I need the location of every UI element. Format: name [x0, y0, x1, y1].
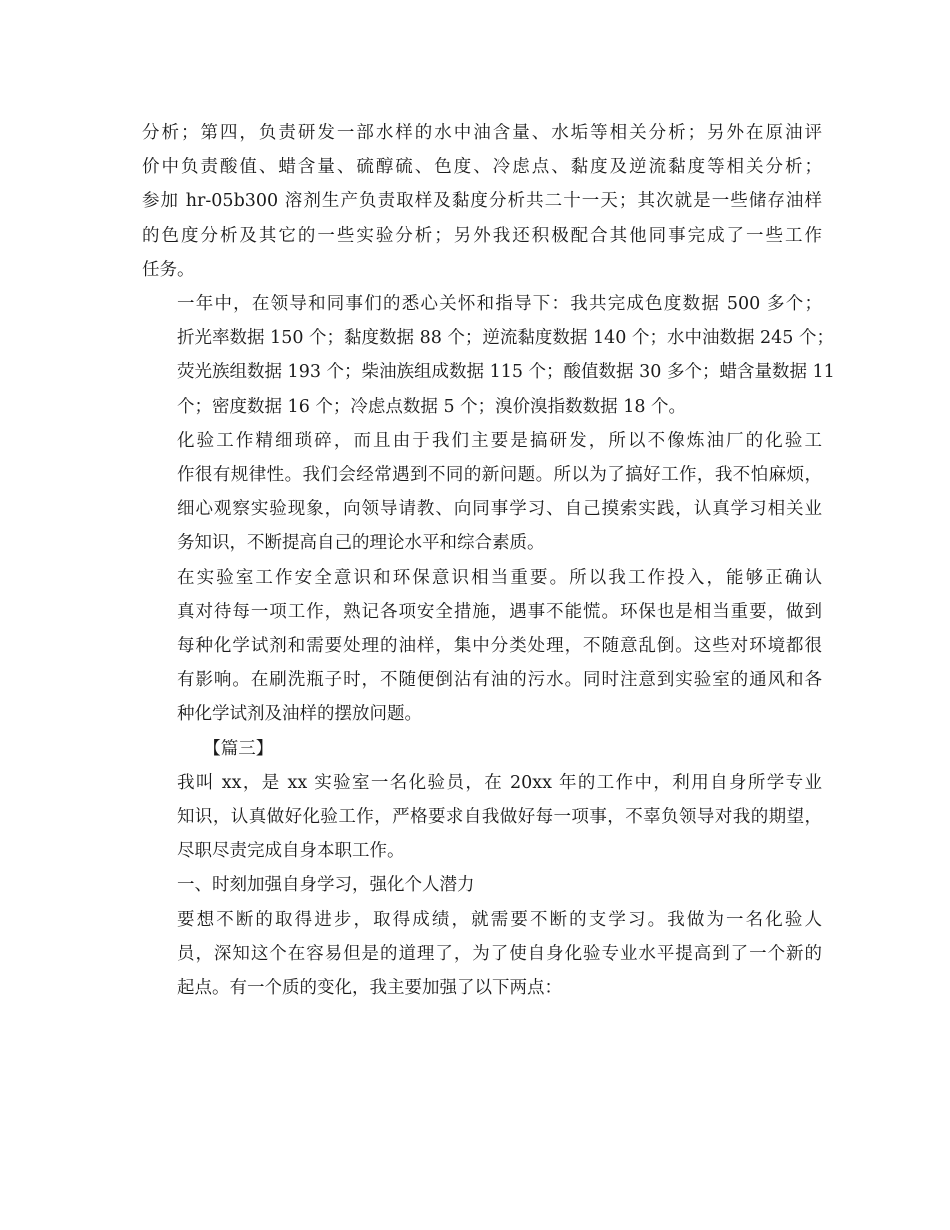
text-line: 知识，认真做好化验工作，严格要求自我做好每一项事，不辜负领导对我的期望， — [177, 807, 822, 828]
text-line: 务知识，不断提高自己的理论水平和综合素质。 — [177, 533, 545, 554]
text-line: 价中负责酸值、蜡含量、硫醇硫、色度、冷虑点、黏度及逆流黏度等相关分析； — [142, 157, 822, 178]
text-line: 我叫 xx，是 xx 实验室一名化验员，在 20xx 年的工作中，利用自身所学专业 — [177, 772, 822, 793]
text-line: 任务。 — [142, 259, 195, 280]
text-line: 分析；第四，负责研发一部水样的水中油含量、水垢等相关分析；另外在原油评 — [142, 123, 822, 143]
text-line: 荧光族组数据 193 个；柴油族组成数据 115 个；酸值数据 30 多个；蜡含量数据 11 — [177, 362, 835, 383]
text-line: 一、时刻加强自身学习，强化个人潜力 — [177, 875, 475, 896]
text-line: 参加 hr-05b300 溶剂生产负责取样及黏度分析共二十一天；其次就是一些储存油样 — [142, 191, 822, 212]
text-line: 个；密度数据 16 个；冷虑点数据 5 个；溴价溴指数数据 18 个。 — [177, 396, 687, 417]
body-paragraph — [142, 868, 822, 902]
text-line: 有影响。在刷洗瓶子时，不随便倒沾有油的污水。同时注意到实验室的通风和各 — [177, 670, 822, 691]
text-line: 化验工作精细琐碎，而且由于我们主要是搞研发，所以不像炼油厂的化验工 — [177, 430, 822, 451]
text-line: 【篇三】 — [203, 738, 274, 759]
text-line: 在实验室工作安全意识和环保意识相当重要。所以我工作投入，能够正确认 — [177, 567, 822, 588]
document-body — [142, 116, 835, 1005]
text-line: 起点。有一个质的变化，我主要加强了以下两点： — [177, 978, 562, 999]
text-line: 作很有规律性。我们会经常遇到不同的新问题。所以为了搞好工作，我不怕麻烦， — [177, 465, 822, 486]
body-paragraph — [142, 424, 822, 561]
body-paragraph — [142, 287, 835, 424]
body-paragraph — [142, 766, 822, 869]
body-paragraph — [142, 903, 822, 1006]
text-line: 一年中，在领导和同事们的悉心关怀和指导下：我共完成色度数据 500 多个； — [177, 294, 822, 315]
text-line: 细心观察实验现象，向领导请教、向同事学习、自己摸索实践，认真学习相关业 — [177, 499, 822, 520]
text-line: 员，深知这个在容易但是的道理了，为了使自身化验专业水平提高到了一个新的 — [177, 943, 822, 964]
text-line: 折光率数据 150 个；黏度数据 88 个；逆流黏度数据 140 个；水中油数据 245 个； — [177, 328, 834, 349]
text-line: 的色度分析及其它的一些实验分析；另外我还积极配合其他同事完成了一些工作 — [142, 225, 822, 246]
body-paragraph — [142, 116, 822, 287]
text-line: 种化学试剂及油样的摆放问题。 — [177, 704, 422, 725]
section-heading — [142, 732, 822, 766]
text-line: 真对待每一项工作，熟记各项安全措施，遇事不能慌。环保也是相当重要，做到 — [177, 601, 822, 622]
text-line: 尽职尽责完成自身本职工作。 — [177, 841, 405, 862]
body-paragraph — [142, 561, 822, 732]
text-line: 要想不断的取得进步，取得成绩，就需要不断的支学习。我做为一名化验人 — [177, 909, 822, 930]
text-line: 每种化学试剂和需要处理的油样，集中分类处理，不随意乱倒。这些对环境都很 — [177, 636, 822, 657]
